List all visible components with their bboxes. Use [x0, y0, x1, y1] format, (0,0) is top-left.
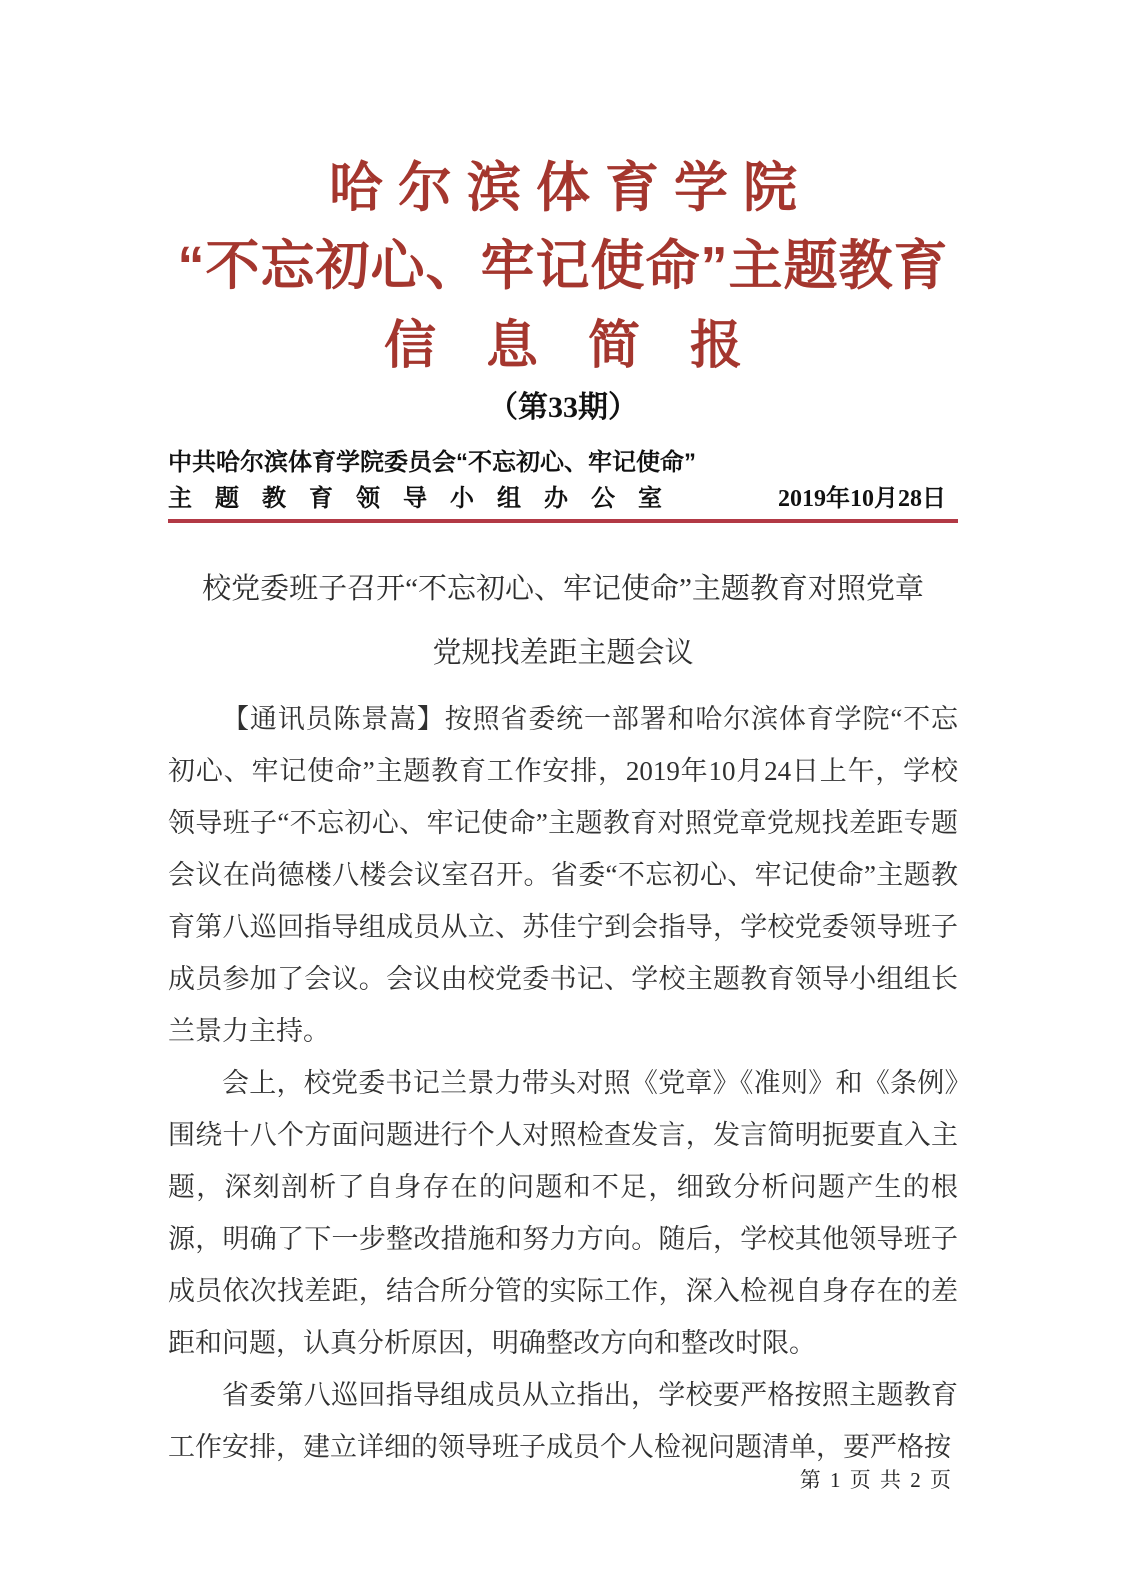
issue-number: （第33期） — [488, 391, 638, 424]
page-content — [168, 0, 958, 1473]
masthead-university-name: 哈尔滨体育学院 — [329, 158, 812, 218]
article-body — [168, 693, 958, 1473]
issuer-committee-line: 中共哈尔滨体育学院委员会“不忘初心、牢记使命” — [168, 449, 696, 476]
article-title-line-2: 党规找差距主题会议 — [432, 637, 694, 669]
header-divider-rule — [168, 519, 958, 523]
article-paragraph-2: 会上，校党委书记兰景力带头对照《党章》《准则》和《条例》围绕十八个方面问题进行个人对照检查发言，发言简明扼要直入主题，深刻剖析了自身存在的问题和不足，细致分析问题产生的根源，明确了下一步整改措施和努力方向。随后，学校其他领导班子成员依次找差距，结合所分管的实际工作，深入检视自身存在的差距和问题，认真分析原因，明确整改方向和整改时限。 — [168, 1068, 958, 1358]
article-title-line-1: 校党委班子召开“不忘初心、牢记使命”主题教育对照党章 — [202, 573, 924, 605]
article-paragraph-3: 省委第八巡回指导组成员从立指出，学校要严格按照主题教育工作安排，建立详细的领导班子成员个人检视问题清单，要严格按 — [168, 1380, 958, 1462]
issue-date: 2019年10月28日 — [778, 486, 946, 512]
page-number-footer: 第 1 页 共 2 页 — [799, 1468, 953, 1492]
masthead-bulletin-title: 信息简报 — [383, 317, 792, 375]
article-paragraph-1: 【通讯员陈景嵩】按照省委统一部署和哈尔滨体育学院“不忘初心、牢记使命”主题教育工作安排，2019年10月24日上午，学校领导班子“不忘初心、牢记使命”主题教育对照党章党规找差距专题会议在尚德楼八楼会议室召开。省委“不忘初心、牢记使命”主题教育第八巡回指导组成员从立、苏佳宁到会指导，学校党委领导班子成员参加了会议。会议由校党委书记、学校主题教育领导小组组长兰景力主持。 — [168, 704, 958, 1046]
issuer-block — [168, 448, 958, 523]
issuer-office-row — [168, 484, 958, 514]
article-title — [168, 557, 958, 685]
masthead-theme-line: “不忘初心、牢记使命”主题教育 — [177, 236, 949, 296]
issuer-office-line: 主题教育领导小组办公室 — [168, 485, 685, 512]
